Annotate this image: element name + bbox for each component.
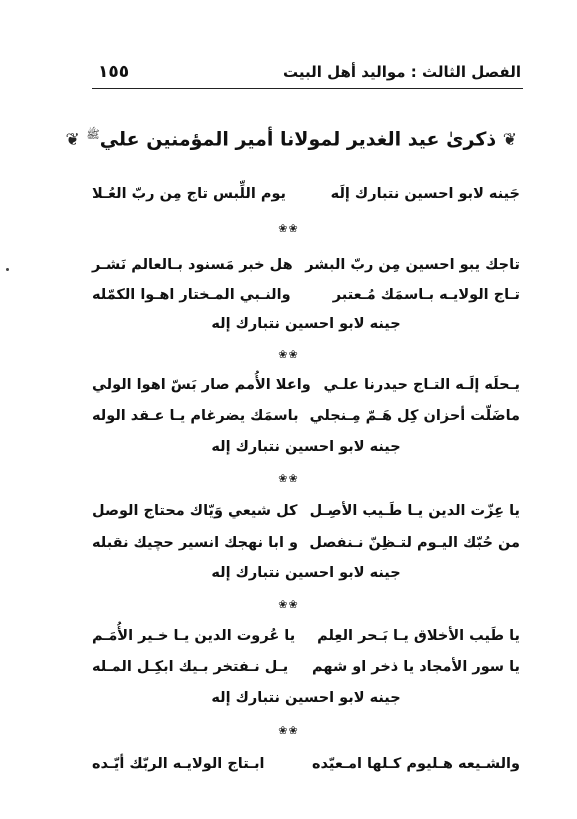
hemistich-first: يـحلَه إلَـه التـاج حيدرنا علـي [323, 377, 520, 393]
hemistich-second: واعلا الأُمم صار بَسّ اهوا الولي [92, 377, 311, 393]
couplet [92, 287, 520, 311]
hemistich-second: و ابا نهجك انسير حچيك نقبله [92, 535, 299, 551]
hemistich-first: تاجك يبو احسين مِن ربّ البشر [305, 257, 520, 273]
hemistich-first: يا طَيب الأخلاق يـا بَـحر العِلم [317, 628, 520, 644]
flower-separator: ❀❀ [278, 724, 299, 737]
hemistich-second: يـل نـفتخر بـيك ابكِـل المـله [92, 659, 289, 675]
hemistich-second: باسمَك يضرغام يـا عـقد الوله [92, 408, 299, 424]
ornament-right-icon: ❦ [502, 129, 517, 150]
hemistich-first: يا عِزّت الدين يـا طَـيب الأصِـل [309, 503, 520, 519]
couplet [92, 535, 520, 559]
refrain-line: جينه لابو احسين نتبارك إله [211, 316, 401, 332]
couplet [92, 408, 520, 432]
page-number: ١٥٥ [98, 62, 130, 82]
couplet [92, 756, 520, 780]
couplet [92, 503, 520, 527]
couplet [92, 659, 520, 683]
hemistich-second: والنـبي المـختار اهـوا الكمّله [92, 287, 291, 303]
hemistich-second: يوم اللِّبس تاج مِن ربّ العُـلا [92, 186, 287, 202]
header-rule [92, 88, 523, 89]
poem-title [65, 128, 517, 151]
chapter-header: الفصل الثالث : مواليد أهل البيت [283, 63, 521, 81]
refrain-line: جينه لابو احسين نتبارك إله [211, 690, 401, 706]
hemistich-first: جَينه لابو احسين نتبارك إلَه [330, 186, 520, 202]
couplet [92, 628, 520, 652]
couplet [92, 377, 520, 401]
hemistich-first: من حُبّك اليـوم لتـظِنّ نـنفصل [309, 535, 520, 551]
poem-title-text: ذكرىٰ عيد الغدير لمولانا أمير المؤمنين علي [99, 128, 497, 151]
flower-separator: ❀❀ [278, 222, 299, 235]
couplet [92, 186, 520, 210]
refrain-line: جينه لابو احسين نتبارك إله [211, 565, 401, 581]
hemistich-second: هل خبر مَسنود بـالعالم نَشـر [92, 257, 293, 273]
refrain-line: جينه لابو احسين نتبارك إله [211, 439, 401, 455]
flower-separator: ❀❀ [278, 472, 299, 485]
honorific-mark: ﷺ [86, 128, 100, 141]
ornament-left-icon: ❦ [65, 129, 80, 150]
scan-speck [6, 268, 9, 271]
hemistich-second: يا عُروت الدين يـا خـير الأُمَـم [92, 628, 296, 644]
flower-separator: ❀❀ [278, 598, 299, 611]
flower-separator: ❀❀ [278, 348, 299, 361]
hemistich-first: والشـيعه هـليوم كـلها امـعيّده [311, 756, 520, 772]
hemistich-second: كل شيعي وَيّاك محتاج الوصل [92, 503, 298, 519]
hemistich-first: يا سور الأمجاد يا ذخر او شهم [312, 659, 520, 675]
couplet [92, 257, 520, 281]
hemistich-first: تـاج الولايـه بـاسمَك مُـعتبر [332, 287, 520, 303]
hemistich-first: ماضَلّت أحزان كِل هَـمّ مِـنجلي [309, 408, 520, 424]
hemistich-second: ابـتاج الولايـه الربّك أيّـده [92, 756, 265, 772]
